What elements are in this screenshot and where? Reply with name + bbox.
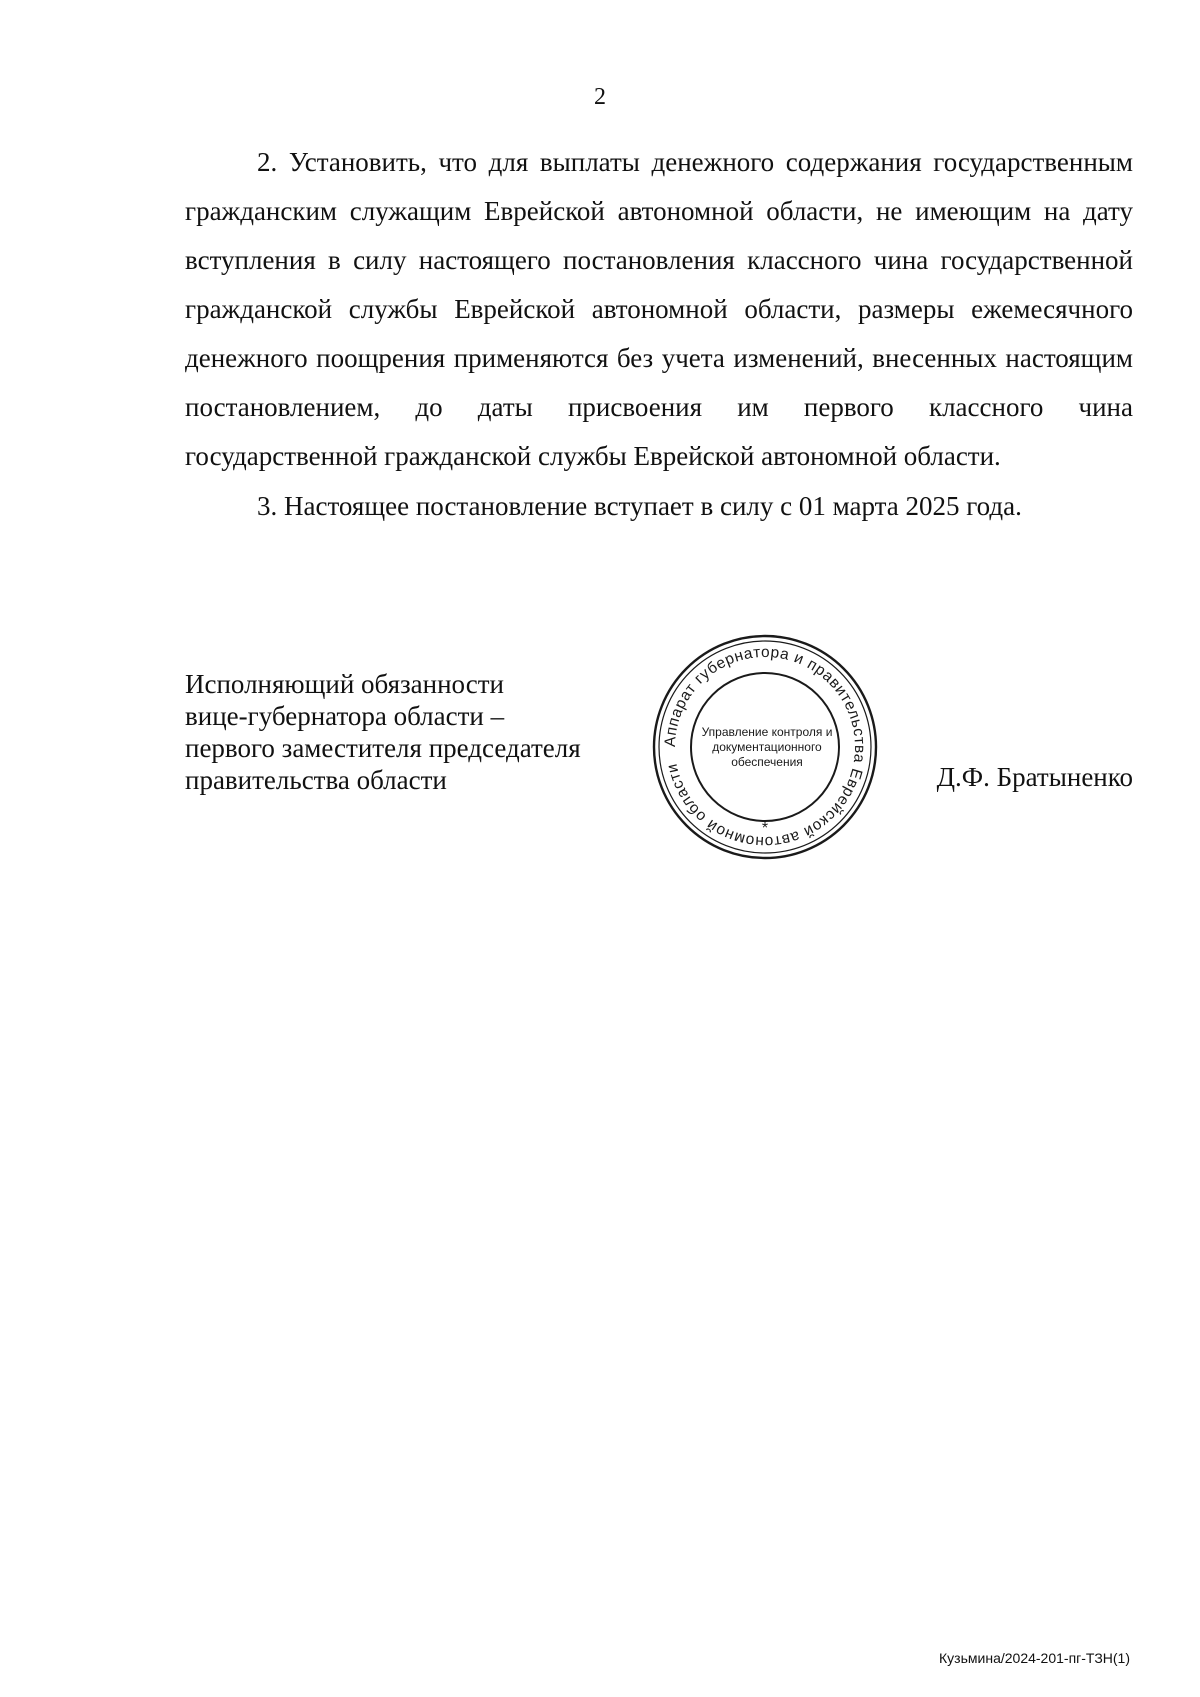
official-stamp xyxy=(650,632,880,862)
document-reference: Кузьмина/2024-201-пг-ТЗН(1) xyxy=(939,1650,1130,1666)
signer-title xyxy=(185,668,635,796)
signer-title-line: вице-губернатора области – xyxy=(185,701,505,731)
signer-title-line: правительства области xyxy=(185,765,447,795)
paragraph-3: 3. Настоящее постановление вступает в силу с 01 марта 2025 года. xyxy=(257,491,1022,521)
stamp-inner-line: обеспечения xyxy=(731,755,803,769)
signer-title-line: первого заместителя председателя xyxy=(185,733,581,763)
page-number: 2 xyxy=(594,84,606,110)
stamp-inner-line: Управление контроля и xyxy=(701,725,833,739)
stamp-star: * xyxy=(761,820,769,837)
document-body xyxy=(185,138,1133,531)
stamp-inner-line: документационного xyxy=(712,740,822,754)
signer-title-line: Исполняющий обязанности xyxy=(185,669,504,699)
paragraph-2: 2. Установить, что для выплаты денежного содержания государственным гражданским служащим Еврейской автономной области, не имеющим на дату вступления в силу настоящего постановления классного чина государственной гражданской службы Еврейской автономной области, размеры ежемесячного денежного поощрения применяются без учета изменений, внесенных настоящим постановлением, до даты присвоения им первого классного чина государственной гражданской службы Еврейской автономной области. xyxy=(185,147,1133,471)
signer-name: Д.Ф. Братыненко xyxy=(936,762,1133,792)
stamp-outer-textpath: Аппарат губернатора и правительства Еврейской автономной области xyxy=(661,643,869,851)
